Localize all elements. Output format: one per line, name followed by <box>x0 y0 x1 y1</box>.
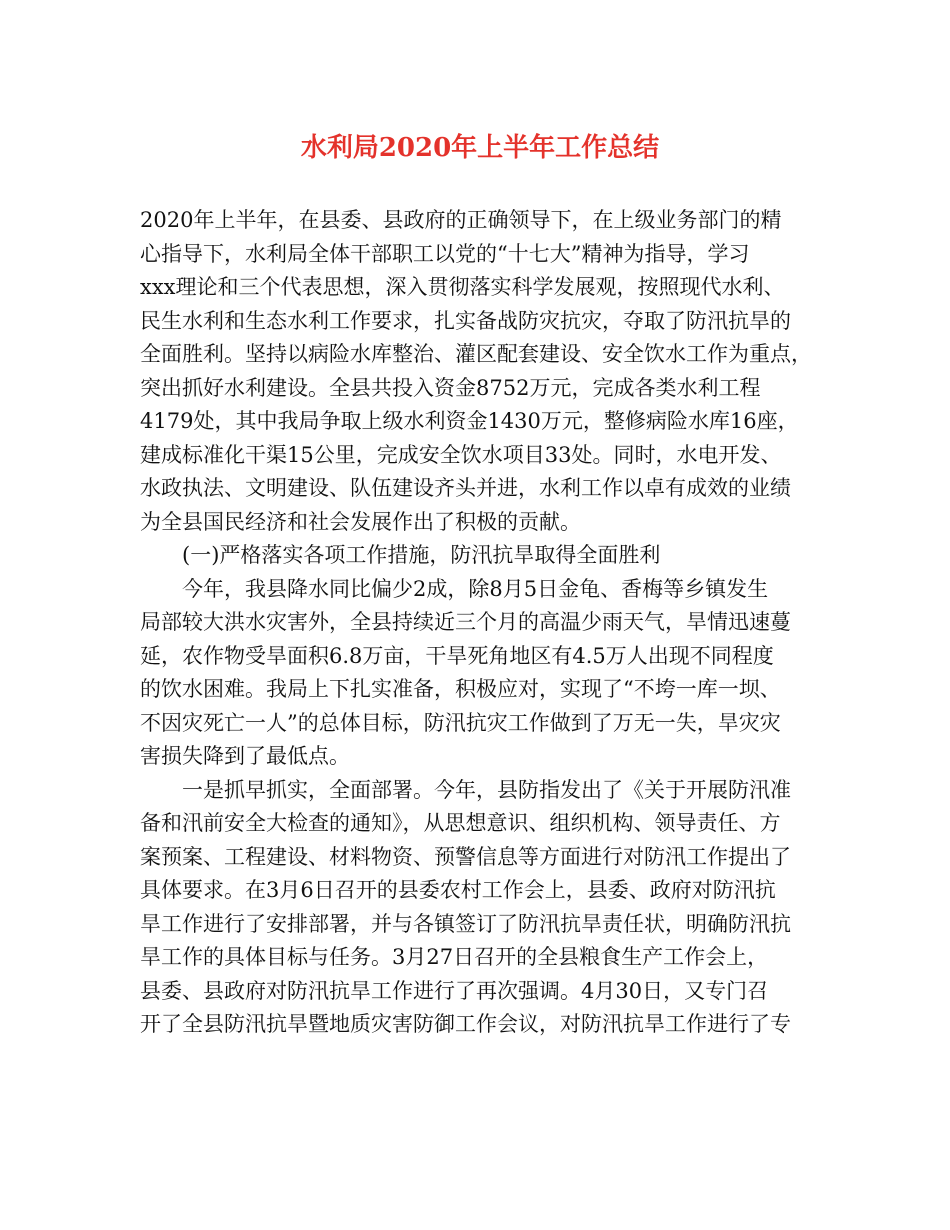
body-line: (一)严格落实各项工作措施，防汛抗旱取得全面胜利 <box>182 543 661 567</box>
body-line: 为全县国民经济和社会发展作出了积极的贡献。 <box>140 509 581 534</box>
body-line: 2020年上半年，在县委、县政府的正确领导下，在上级业务部门的精 <box>140 208 782 232</box>
body-line: 的饮水困难。我局上下扎实准备，积极应对，实现了“不垮一库一坝、 <box>140 677 781 701</box>
body-line: 延，农作物受旱面积6.8万亩，干旱死角地区有4.5万人出现不同程度 <box>140 643 774 668</box>
body-line: 备和汛前安全大检查的通知》，从思想意识、组织机构、领导责任、方 <box>140 811 781 835</box>
body-line: 心指导下，水利局全体干部职工以党的“十七大”精神为指导，学习 <box>140 241 750 266</box>
document-body <box>140 204 830 1042</box>
body-line: 害损失降到了最低点。 <box>140 744 350 768</box>
body-line: 开了全县防汛抗旱暨地质灾害防御工作会议，对防汛抗旱工作进行了专 <box>140 1012 791 1036</box>
body-line: 旱工作的具体目标与任务。3月27日召开的全县粮食生产工作会上， <box>140 945 769 969</box>
body-line: 突出抓好水利建设。全县共投入资金8752万元，完成各类水利工程 <box>140 375 761 400</box>
body-line: 民生水利和生态水利工作要求，扎实备战防灾抗灾，夺取了防汛抗旱的 <box>140 308 791 333</box>
body-line: 今年，我县降水同比偏少2成，除8月5日金龟、香梅等乡镇发生 <box>182 576 769 601</box>
body-line: 旱工作进行了安排部署，并与各镇签订了防汛抗旱责任状，明确防汛抗 <box>140 911 791 936</box>
body-line: 全面胜利。坚持以病险水库整治、灌区配套建设、安全饮水工作为重点， <box>140 342 812 366</box>
body-line: 水政执法、文明建设、队伍建设齐头并进，水利工作以卓有成效的业绩 <box>140 476 791 500</box>
body-line: 案预案、工程建设、材料物资、预警信息等方面进行对防汛工作提出了 <box>140 844 791 869</box>
body-line: 不因灾死亡一人”的总体目标，防汛抗灾工作做到了万无一失，旱灾灾 <box>140 710 781 735</box>
document-title: 水利局2020年上半年工作总结 <box>300 133 660 163</box>
body-line: 具体要求。在3月6日召开的县委农村工作会上，县委、政府对防汛抗 <box>140 878 776 902</box>
body-line: 一是抓早抓实，全面部署。今年，县防指发出了《关于开展防汛准 <box>182 777 791 802</box>
body-line: 4179处，其中我局争取上级水利资金1430万元，整修病险水库16座， <box>140 409 799 433</box>
body-line: 局部较大洪水灾害外，全县持续近三个月的高温少雨天气，旱情迅速蔓 <box>140 610 791 634</box>
body-line: 县委、县政府对防汛抗旱工作进行了再次强调。4月30日，又专门召 <box>140 978 769 1003</box>
body-line: xxx理论和三个代表思想，深入贯彻落实科学发展观，按照现代水利、 <box>140 275 785 299</box>
body-line: 建成标准化干渠15公里，完成安全饮水项目33处。同时，水电开发、 <box>140 442 782 467</box>
